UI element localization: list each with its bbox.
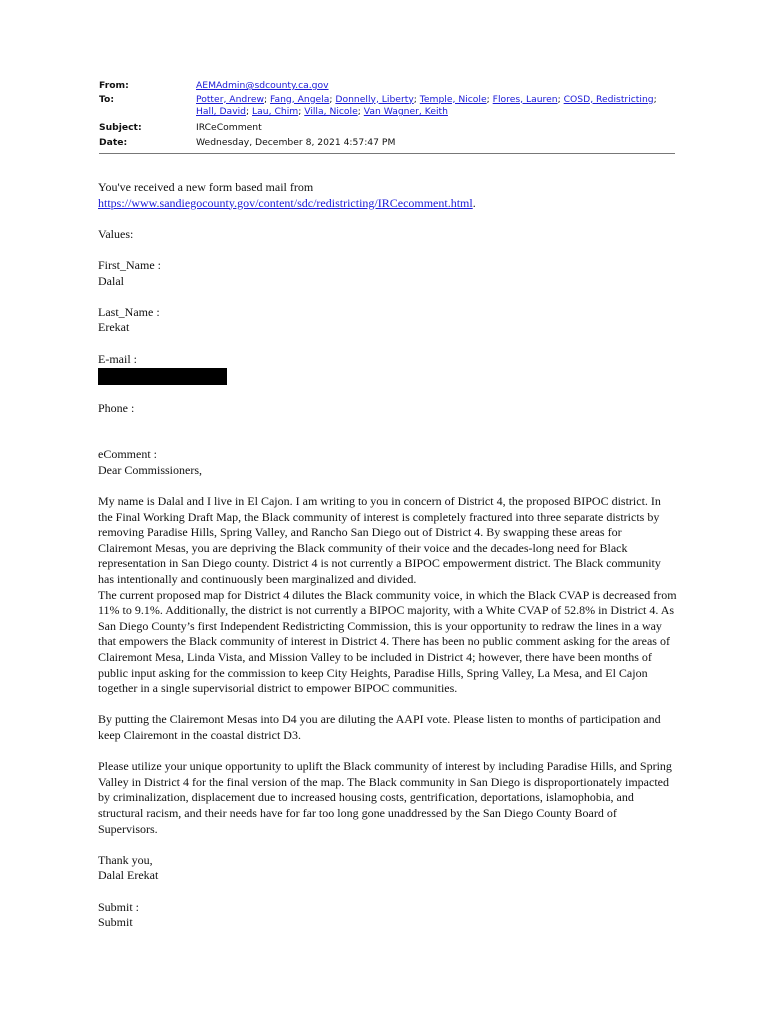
redacted-email-block (98, 368, 227, 385)
signature: Dalal Erekat (98, 868, 159, 883)
recipient-link[interactable]: Flores, Lauren (492, 93, 558, 105)
recipient-link[interactable]: Temple, Nicole (419, 93, 487, 105)
to-row (99, 94, 675, 119)
email-label: E-mail : (98, 351, 137, 366)
recipient-link[interactable]: Potter, Andrew (196, 93, 264, 105)
recipient-separator: ; (486, 93, 493, 105)
recipient-link[interactable]: Van Wagner, Keith (363, 106, 448, 117)
recipient-link[interactable]: Villa, Nicole (304, 106, 358, 117)
from-label: From: (99, 80, 129, 91)
salutation: Dear Commissioners, (98, 462, 202, 477)
form-url-link[interactable]: https://www.sandiegocounty.gov/content/sdc/redistricting/IRCecomment.html (98, 195, 473, 210)
ecomment-label: eComment : (98, 447, 157, 462)
recipient-separator: ; (329, 93, 336, 105)
intro-line (98, 180, 678, 211)
date-row (99, 137, 675, 150)
first-name-value: Dalal (98, 273, 124, 288)
subject-label: Subject: (99, 121, 142, 133)
recipient-link[interactable]: Donnelly, Liberty (335, 93, 414, 105)
recipient-link[interactable]: Lau, Chim (252, 106, 299, 117)
recipient-separator: ; (246, 106, 253, 117)
subject-row (99, 122, 675, 135)
values-label: Values: (98, 226, 134, 241)
header-divider (99, 153, 675, 154)
recipient-separator: ; (413, 93, 420, 105)
recipient-separator: ; (264, 93, 271, 105)
last-name-value: Erekat (98, 320, 130, 335)
from-row (99, 80, 675, 93)
paragraph-2: The current proposed map for District 4 dilutes the Black community voice, in which the Black CVAP is decreased from 11% to 9.1%. Additionally, the district is not currently a BIPOC majority, with a White CVAP of 52.8% in District 4. As San Diego County’s first Independent Redistricting Commission, this is your opportunity to redraw the lines in a way that empowers the Black community of interest in District 4. There has been no public comment asking for the areas of Clairemont Mesa, Linda Vista, and Mission Valley to be included in District 4; however, there have been months of public input asking for the commission to keep City Heights, Paradise Hills, Spring Valley, La Mesa, and El Cajon together in a single supervisorial district to empower BIPOC communities. (98, 587, 677, 696)
to-label: To: (99, 93, 115, 105)
recipient-separator: ; (653, 93, 657, 105)
recipient-separator: ; (298, 106, 305, 117)
first-name-label: First_Name : (98, 257, 161, 272)
recipient-separator: ; (557, 93, 564, 105)
email-header (99, 80, 675, 150)
intro-text: You've received a new form based mail from (98, 180, 314, 194)
submit-value: Submit (98, 915, 133, 930)
subject-value: IRCeComment (196, 121, 262, 133)
recipient-link[interactable]: Hall, David (196, 106, 247, 117)
recipient-link[interactable]: COSD, Redistricting (563, 93, 654, 105)
recipient-list (196, 94, 657, 118)
submit-label: Submit : (98, 899, 140, 914)
from-address-link[interactable]: AEMAdmin@sdcounty.ca.gov (196, 80, 329, 91)
date-label: Date: (99, 137, 128, 148)
paragraph-1: My name is Dalal and I live in El Cajon. I am writing to you in concern of District 4, the proposed BIPOC district. In the Final Working Draft Map, the Black community of interest is completely fractured into three separate districts by removing Paradise Hills, Spring Valley, and Rancho San Diego out of District 4. By swapping these areas for Clairemont Mesas, you are depriving the Black community of their voice and the decades-long need for Black representation in San Diego county. District 4 is not currently a BIPOC empowerment district. The Black community has intentionally and continuously been marginalized and divided. (98, 494, 661, 587)
paragraph-3: By putting the Clairemont Mesas into D4 you are diluting the AAPI vote. Please listen to months of participation and keep Clairemont in the coastal district D3. (98, 712, 661, 742)
email-body (98, 180, 678, 931)
last-name-label: Last_Name : (98, 304, 160, 319)
closing: Thank you, (98, 852, 153, 867)
phone-label: Phone : (98, 400, 135, 415)
recipient-separator: ; (357, 106, 364, 117)
paragraph-4: Please utilize your unique opportunity to uplift the Black community of interest by including Paradise Hills, and Spring Valley in District 4 for the final version of the map. The Black community in San Diego is disproportionately impacted by criminalization, displacement due to increased housing costs, gentrification, deportations, islamophobia, and structural racism, and their needs have for far too long gone unaddressed by the San Diego County Board of Supervisors. (98, 759, 672, 836)
recipient-link[interactable]: Fang, Angela (270, 93, 330, 105)
date-value: Wednesday, December 8, 2021 4:57:47 PM (196, 137, 396, 148)
intro-tail: . (472, 195, 476, 210)
